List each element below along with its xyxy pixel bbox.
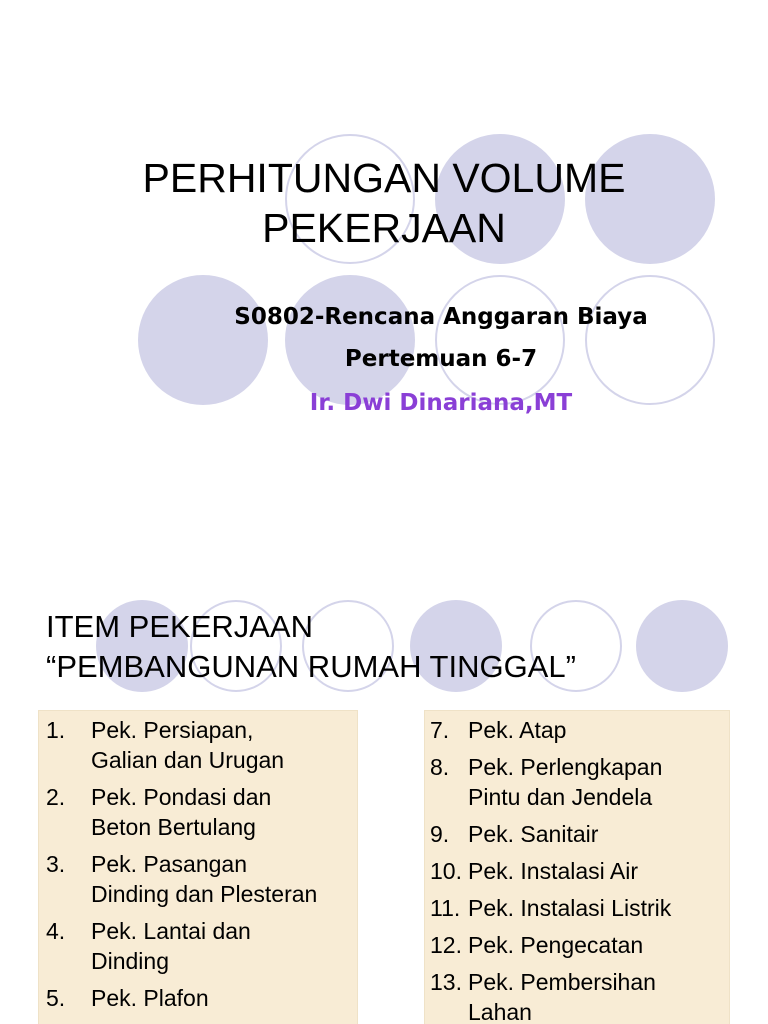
work-item-number: 13. (430, 969, 462, 995)
work-item (430, 715, 730, 745)
course-name: S0802-Rencana Anggaran Biaya (234, 304, 648, 330)
work-item-text (468, 967, 730, 1024)
work-items-list-right (424, 710, 730, 1024)
work-item-line: Pek. Pondasi dan (91, 784, 272, 810)
work-item-number: 2. (46, 784, 66, 810)
lecturer-name: Ir. Dwi Dinariana,MT (309, 390, 573, 416)
slide-title-line: ITEM PEKERJAAN (46, 609, 313, 644)
meeting-number: Pertemuan 6-7 (344, 346, 538, 372)
work-item-line: Beton Bertulang (91, 814, 256, 840)
decor-circle (138, 275, 268, 405)
work-item-text (91, 782, 358, 842)
work-item-number: 11. (430, 895, 461, 921)
work-item-line: Galian dan Urugan (91, 747, 285, 773)
content-slide (0, 512, 768, 1024)
work-item (46, 916, 358, 976)
work-item-number: 4. (46, 918, 66, 944)
work-item-number: 3. (46, 851, 66, 877)
work-item-text (468, 893, 730, 923)
work-item (430, 819, 730, 849)
slide-title (0, 153, 768, 253)
work-item-text (91, 849, 358, 909)
work-item-text (468, 856, 730, 886)
work-item-line: Pek. Instalasi Listrik (468, 895, 672, 921)
slide-title-line: PEKERJAAN (262, 205, 506, 251)
work-item-number: 8. (430, 754, 450, 780)
work-item-number: 12. (430, 932, 462, 958)
work-item-line: Pek. Pengecatan (468, 932, 644, 958)
work-item-line: Pek. Pembersihan (468, 969, 656, 995)
work-item-line: Dinding dan Plesteran (91, 881, 318, 907)
work-item (46, 849, 358, 909)
work-item (46, 715, 358, 775)
work-item-text (468, 930, 730, 960)
work-items-right-panel (424, 710, 730, 1024)
work-item-line: Pek. Persiapan, (91, 717, 254, 743)
work-item-number: 7. (430, 717, 450, 743)
work-item (430, 856, 730, 886)
work-item-number: 5. (46, 985, 66, 1011)
work-items-left-panel (38, 710, 358, 1024)
work-item-text (91, 916, 358, 976)
work-item-line: Pek. Instalasi Air (468, 858, 639, 884)
work-item-text (468, 715, 730, 745)
decor-circle (636, 600, 728, 692)
work-item-text (91, 715, 358, 775)
work-item-line: Pek. Atap (468, 717, 567, 743)
work-item-line: Pek. Sanitair (468, 821, 599, 847)
work-item-line: Pek. Pasangan (91, 851, 248, 877)
work-item-number: 10. (430, 858, 462, 884)
work-item-line: Pek. Plafon (91, 985, 209, 1011)
work-item-text (468, 752, 730, 812)
decor-circle (435, 275, 565, 405)
work-items-list-left (38, 710, 358, 1013)
slide-title-line: “PEMBANGUNAN RUMAH TINGGAL” (46, 649, 576, 684)
work-item (46, 782, 358, 842)
work-item (430, 930, 730, 960)
work-item (430, 893, 730, 923)
work-item-number: 1. (46, 717, 66, 743)
work-item-line: Lahan (468, 999, 532, 1024)
decor-circle (585, 275, 715, 405)
work-item (430, 967, 730, 1024)
decor-circle (285, 275, 415, 405)
work-item-line: Pek. Perlengkapan (468, 754, 663, 780)
work-item-line: Pek. Lantai dan (91, 918, 251, 944)
work-item (46, 983, 358, 1013)
work-item (430, 752, 730, 812)
work-item-number: 9. (430, 821, 450, 847)
work-item-text (91, 983, 358, 1013)
slide-title-line: PERHITUNGAN VOLUME (142, 155, 626, 201)
slide-title (46, 607, 576, 687)
work-item-text (468, 819, 730, 849)
work-item-line: Dinding (91, 948, 169, 974)
work-item-line: Pintu dan Jendela (468, 784, 653, 810)
